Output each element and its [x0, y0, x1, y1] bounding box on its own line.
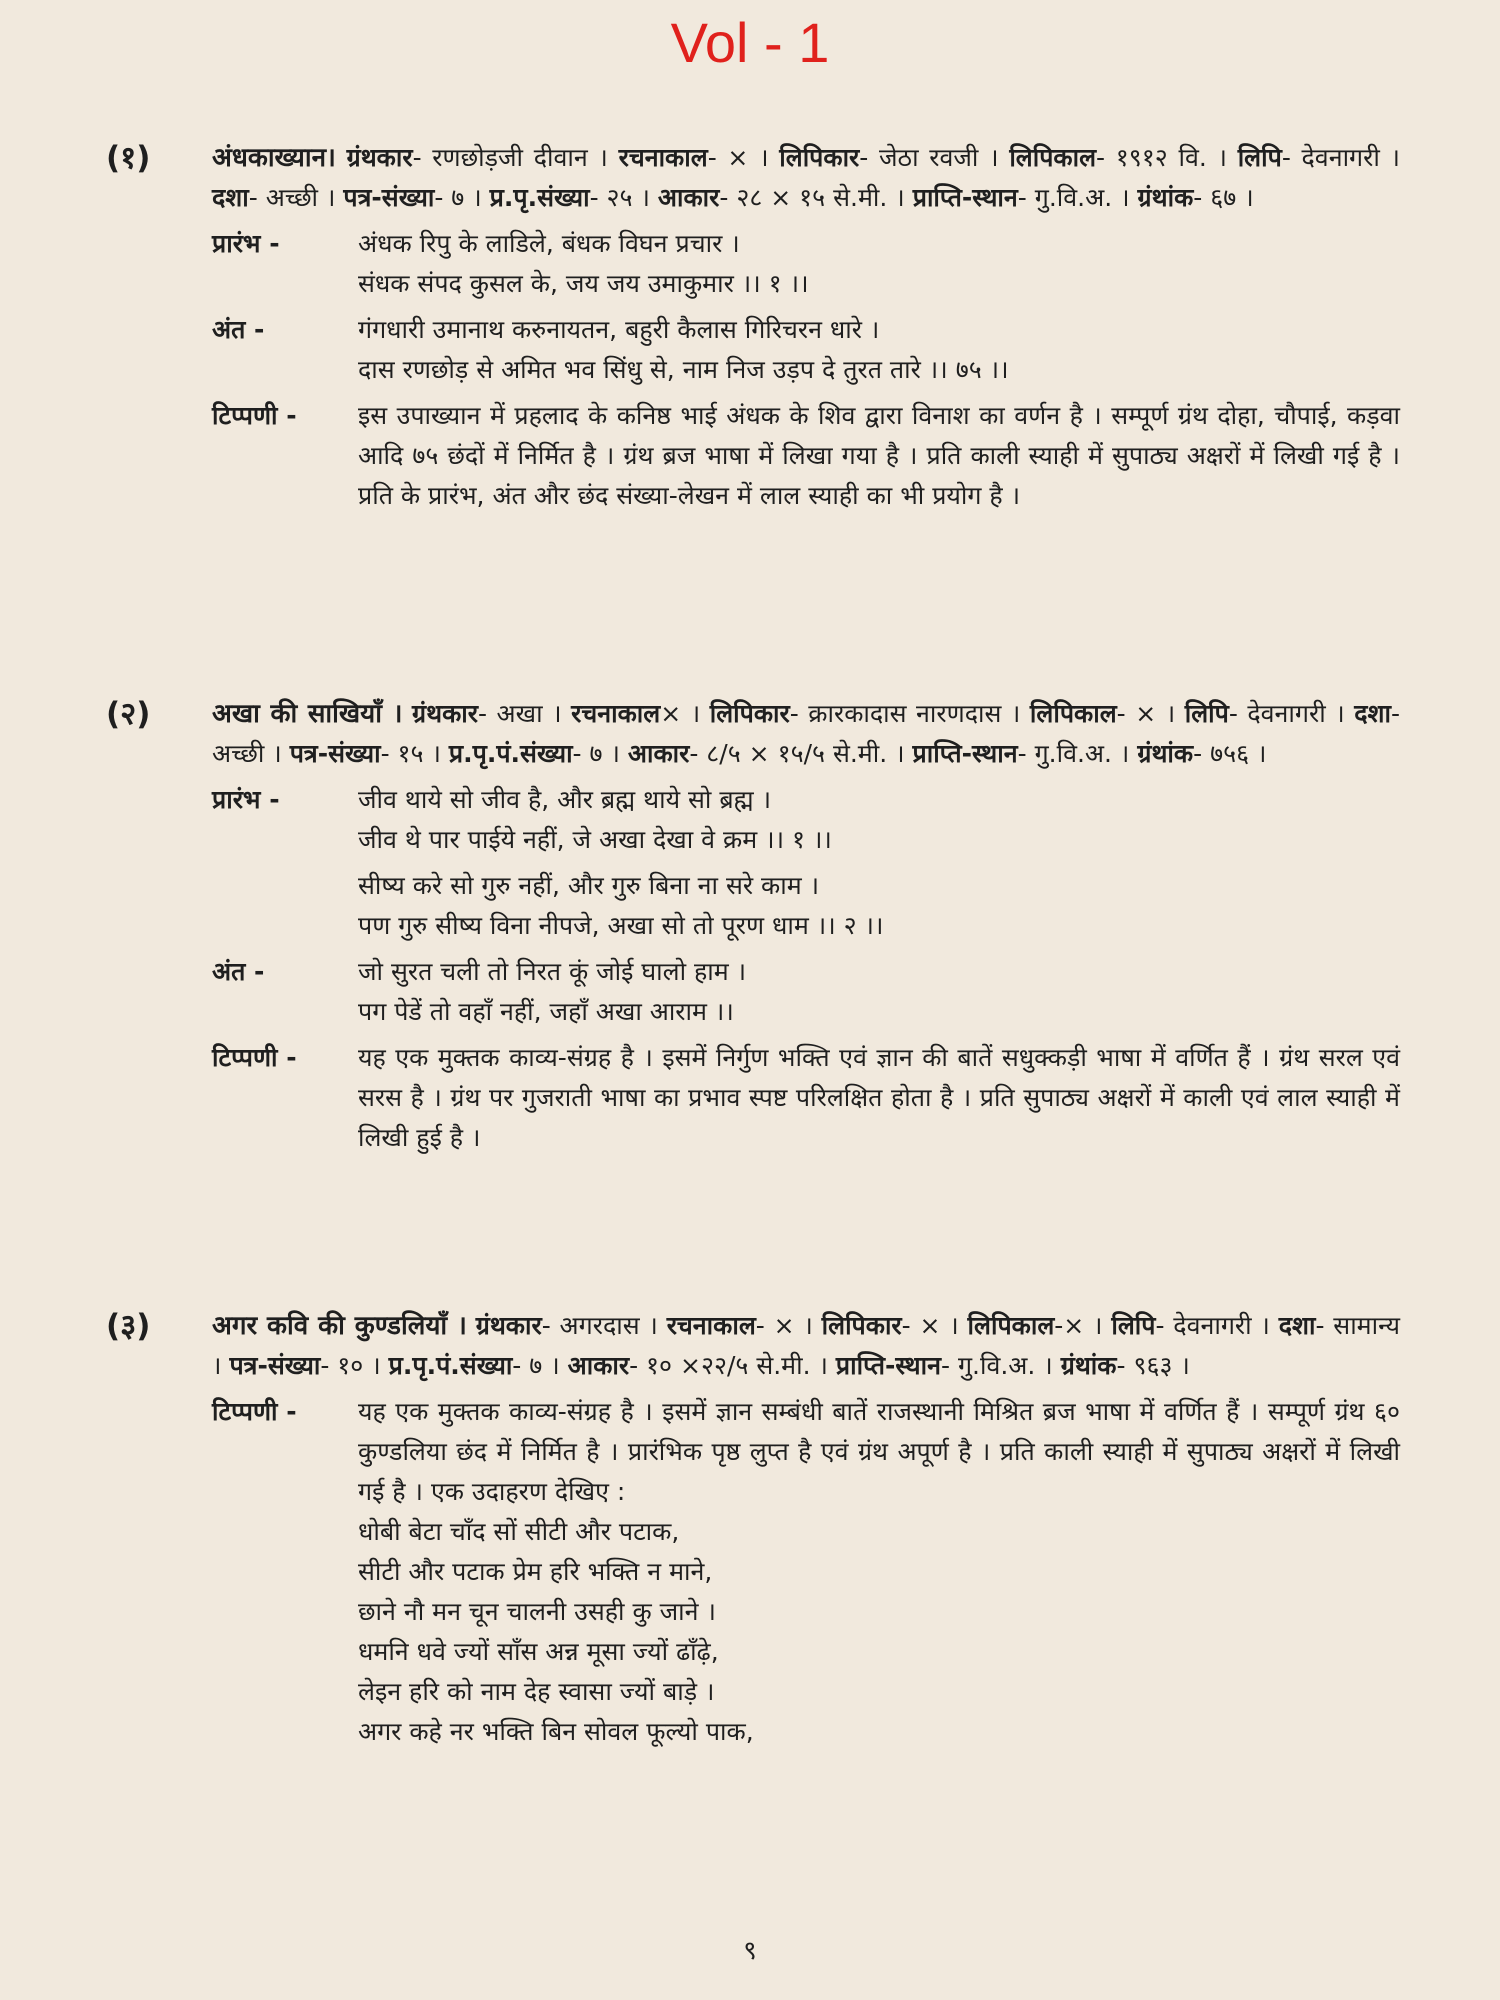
meta-key: लिपि — [1184, 699, 1229, 728]
meta-key: लिपिकाल — [967, 1311, 1055, 1340]
meta-key: प्राप्ति-स्थान — [912, 183, 1018, 212]
prarambh-lines — [358, 780, 1300, 946]
verse-line: दास रणछोड़ से अमित भव सिंधु से, नाम निज उड़प दे तुरत तारे ।। ७५ ।। — [358, 355, 1009, 384]
meta-key: रचनाकाल — [666, 1311, 756, 1340]
tippani-section — [212, 1038, 1400, 1158]
entry-meta — [212, 694, 1400, 774]
meta-value: - ७५६ । — [1193, 739, 1267, 768]
meta-key: लिपिकार — [821, 1311, 902, 1340]
prarambh-label: प्रारंभ - — [212, 785, 280, 814]
verse-line: सीष्य करे सो गुरु नहीं, और गुरु बिना ना सरे काम । — [358, 871, 820, 900]
meta-value: - सामान्य । — [212, 1311, 1400, 1380]
tippani-text: यह एक मुक्तक काव्य-संग्रह है । इसमें ज्ञान सम्बंधी बातें राजस्थानी मिश्रित ब्रज भाषा में वर्णित हैं । सम्पूर्ण ग्रंथ ६० कुण्डलिया छंद में निर्मित है । प्रारंभिक पृष्ठ लुप्त है एवं ग्रंथ अपूर्ण है । प्रति काली स्याही में सुपाठ्य अक्षरों में लिखी गई है । एक उदाहरण देखिए : — [358, 1397, 1400, 1506]
meta-key: ग्रंथांक — [1137, 183, 1194, 212]
meta-key: लिपि — [1237, 143, 1282, 172]
verse-line: धोबी बेटा चाँद सों सीटी और पटाक, — [358, 1517, 680, 1546]
entry-meta — [212, 138, 1400, 218]
meta-key: दशा — [212, 183, 249, 212]
page-number: ९ — [743, 1936, 757, 1966]
meta-group — [212, 143, 1400, 212]
example-verse — [358, 1512, 1300, 1752]
meta-value: - अगरदास । — [541, 1311, 658, 1340]
tippani-label: टिप्पणी - — [212, 1397, 297, 1426]
meta-value: - ६७ । — [1193, 183, 1254, 212]
verse-line: जीव थाये सो जीव है, और ब्रह्म थाये सो ब्रह्म । — [358, 785, 772, 814]
meta-value: - २८ × १५ से.मी. । — [719, 183, 905, 212]
meta-key: रचनाकाल — [571, 699, 661, 728]
meta-key: ग्रंथकार — [412, 699, 478, 728]
meta-key: पत्र-संख्या — [229, 1351, 321, 1380]
meta-key: आकार — [567, 1351, 630, 1380]
meta-key: आकार — [657, 183, 720, 212]
verse-line: धमनि धवे ज्यों साँस अन्न मूसा ज्यों ढाँढ़े, — [358, 1637, 719, 1666]
meta-value: - रणछोड़जी दीवान । — [412, 143, 608, 172]
meta-value: - × । — [755, 1311, 813, 1340]
meta-key: लिपि — [1111, 1311, 1156, 1340]
entry-number: (२) — [106, 696, 151, 732]
tippani-text: इस उपाख्यान में प्रहलाद के कनिष्ठ भाई अंधक के शिव द्वारा विनाश का वर्णन है । सम्पूर्ण ग्रंथ दोहा, चौपाई, कड़वा आदि ७५ छंदों में निर्मित है । ग्रंथ ब्रज भाषा में लिखा गया है । प्रति काली स्याही में सुपाठ्य अक्षरों में लिखी गई है । प्रति के प्रारंभ, अंत और छंद संख्या-लेखन में लाल स्याही का भी प्रयोग है । — [358, 401, 1400, 510]
meta-key: प्र.पृ.पं.संख्या — [448, 739, 573, 768]
meta-value: - जेठा रवजी । — [859, 143, 999, 172]
meta-key: दशा — [1278, 1311, 1316, 1340]
entry-meta — [212, 1306, 1400, 1386]
meta-value: - ७ । — [434, 183, 482, 212]
verse-line: अगर कहे नर भक्ति बिन सोवल फूल्यो पाक, — [358, 1717, 754, 1746]
catalog-entry-3 — [0, 1306, 1400, 1752]
meta-value: - × । — [1116, 699, 1176, 728]
verse-line: जीव थे पार पाईये नहीं, जे अखा देखा वे क्रम ।। १ ।। — [358, 825, 832, 854]
meta-value: - १९१२ वि. । — [1096, 143, 1227, 172]
meta-key: लिपिकार — [779, 143, 860, 172]
entry-number: (१) — [106, 140, 151, 176]
meta-value: - क्रारकादास नारणदास । — [789, 699, 1021, 728]
verse-line: पण गुरु सीष्य विना नीपजे, अखा सो तो पूरण धाम ।। २ ।। — [358, 911, 884, 940]
meta-key: ग्रंथकार — [475, 1311, 542, 1340]
meta-value: - ८/५ × १५/५ से.मी. । — [689, 739, 905, 768]
ant-label: अंत - — [212, 315, 265, 344]
meta-key: लिपिकाल — [1029, 699, 1117, 728]
meta-value: - अच्छी । — [248, 183, 336, 212]
meta-value: - ७ । — [572, 739, 620, 768]
verse-line: अंधक रिपु के लाडिले, बंधक विघन प्रचार । — [358, 229, 740, 258]
prarambh-lines — [358, 224, 1300, 304]
tippani-text: यह एक मुक्तक काव्य-संग्रह है । इसमें निर्गुण भक्ति एवं ज्ञान की बातें सधुक्कड़ी भाषा में वर्णित हैं । ग्रंथ सरल एवं सरस है । ग्रंथ पर गुजराती भाषा का प्रभाव स्पष्ट परिलक्षित होता है । प्रति सुपाठ्य अक्षरों में काली एवं लाल स्याही में लिखी हुई है । — [358, 1043, 1400, 1152]
meta-value: - १० ×२२/५ से.मी. । — [629, 1351, 828, 1380]
prarambh-label: प्रारंभ - — [212, 229, 280, 258]
tippani-label: टिप्पणी - — [212, 401, 297, 430]
meta-value: - गु.वि.अ. । — [1017, 183, 1130, 212]
entry-title: अखा की साखियाँ । — [212, 699, 403, 729]
meta-key: ग्रंथकार — [346, 143, 413, 172]
meta-value: × । — [660, 699, 701, 728]
ant-lines — [358, 310, 1300, 390]
verse-line: गंगधारी उमानाथ करुनायतन, बहुरी कैलास गिरिचरन धारे । — [358, 315, 880, 344]
catalog-entry-1 — [0, 138, 1401, 516]
meta-value: - अच्छी । — [212, 699, 1401, 768]
meta-key: प्र.पृ.संख्या — [489, 183, 590, 212]
meta-value: -× । — [1054, 1311, 1103, 1340]
verse-line: संधक संपद कुसल के, जय जय उमाकुमार ।। १ ।। — [358, 269, 809, 298]
entry-title: अगर कवि की कुण्डलियाँ । — [212, 1311, 467, 1341]
ant-section — [212, 310, 1300, 390]
meta-key: पत्र-संख्या — [289, 739, 381, 768]
meta-value: - ९६३ । — [1116, 1351, 1190, 1380]
tippani-section — [212, 396, 1400, 516]
meta-value: - १५ । — [380, 739, 441, 768]
meta-value: - गु.वि.अ. । — [940, 1351, 1053, 1380]
meta-key: ग्रंथांक — [1137, 739, 1194, 768]
verse-line: पग पेडें तो वहाँ नहीं, जहाँ अखा आराम ।। — [358, 997, 734, 1026]
meta-key: प्राप्ति-स्थान — [835, 1351, 941, 1380]
meta-value: - देवनागरी । — [1228, 699, 1345, 728]
meta-key: लिपिकार — [709, 699, 790, 728]
catalog-entry-2 — [0, 694, 1401, 1158]
meta-key: आकार — [627, 739, 690, 768]
prarambh-section — [212, 224, 1300, 304]
ant-label: अंत - — [212, 957, 265, 986]
entry-title: अंधकाख्यान। — [212, 143, 336, 173]
meta-key: प्र.पृ.पं.संख्या — [388, 1351, 513, 1380]
verse-line: छाने नौ मन चून चालनी उसही कु जाने । — [358, 1597, 716, 1626]
entry-number: (३) — [106, 1308, 151, 1344]
ant-lines — [358, 952, 1300, 1032]
meta-key: दशा — [1354, 699, 1392, 728]
meta-value: - १० । — [320, 1351, 381, 1380]
meta-value: - गु.वि.अ. । — [1017, 739, 1130, 768]
meta-key: प्राप्ति-स्थान — [912, 739, 1018, 768]
meta-key: लिपिकाल — [1009, 143, 1097, 172]
verse-line: सीटी और पटाक प्रेम हरि भक्ति न माने, — [358, 1557, 713, 1586]
meta-value: - २५ । — [589, 183, 650, 212]
meta-value: - अखा । — [478, 699, 562, 728]
verse-line: जो सुरत चली तो निरत कूं जोई घालो हाम । — [358, 957, 747, 986]
meta-key: ग्रंथांक — [1060, 1351, 1117, 1380]
volume-header: Vol - 1 — [670, 11, 830, 74]
meta-value: - देवनागरी । — [1155, 1311, 1270, 1340]
meta-key: रचनाकाल — [618, 143, 708, 172]
prarambh-section — [212, 780, 1300, 946]
ant-section — [212, 952, 1300, 1032]
verse-line: लेइन हरि को नाम देह स्वासा ज्यों बाड़े । — [358, 1677, 715, 1706]
meta-value: - × । — [707, 143, 769, 172]
meta-value: - देवनागरी । — [1281, 143, 1401, 172]
tippani-section — [212, 1392, 1400, 1752]
tippani-label: टिप्पणी - — [212, 1043, 297, 1072]
meta-key: पत्र-संख्या — [343, 183, 435, 212]
meta-value: - ७ । — [512, 1351, 560, 1380]
meta-value: - × । — [901, 1311, 959, 1340]
